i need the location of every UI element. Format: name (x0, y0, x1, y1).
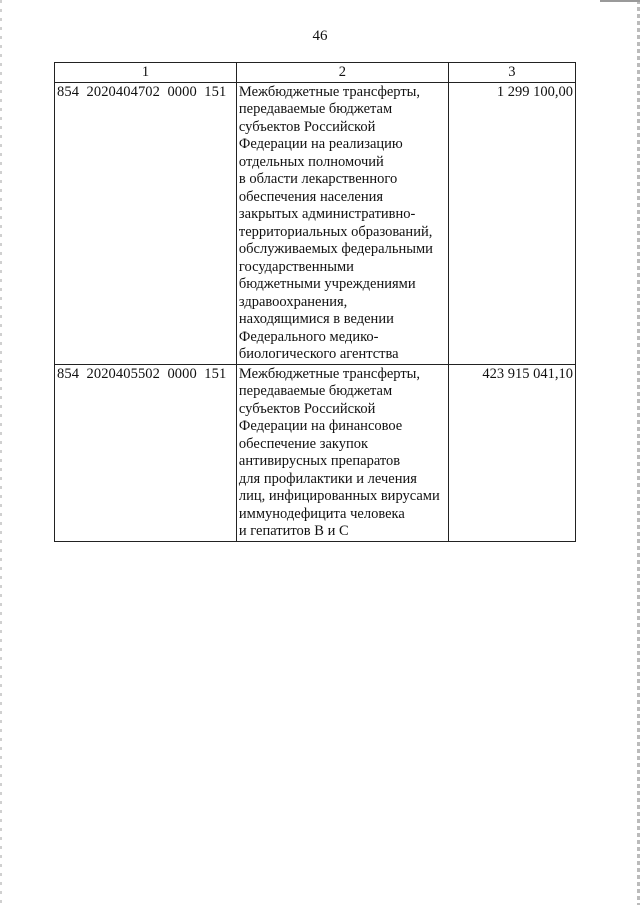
description-line: отдельных полномочий (238, 153, 384, 170)
description-line: лиц, инфицированных вирусами (238, 488, 440, 504)
page-number: 46 (312, 28, 328, 44)
description-line: иммунодефицита человека (238, 505, 405, 522)
description-line: субъектов Российской (238, 118, 376, 135)
description-line: Федерации на финансовое (238, 418, 403, 434)
table-row (55, 364, 576, 541)
amount: 1 299 100,00 (448, 82, 575, 364)
description-line: Федерального медико- (238, 328, 379, 345)
description (236, 364, 448, 541)
description-line: закрытых административно- (238, 206, 416, 222)
budget-code: 854 2020405502 0000 151 (55, 364, 237, 541)
amount: 423 915 041,10 (448, 364, 575, 541)
column-header-1: 1 (55, 63, 237, 83)
table-header-row (55, 63, 576, 83)
scan-edge-left (0, 0, 2, 905)
description (236, 82, 448, 364)
description-line: антивирусных препаратов (238, 453, 401, 469)
scan-corner-mark (600, 0, 640, 16)
description-line: и гепатитов В и С (238, 523, 349, 539)
description-line: обеспечение закупок (238, 435, 369, 452)
description-line: Межбюджетные трансферты, (238, 83, 421, 100)
description-line: для профилактики и лечения (238, 470, 417, 487)
budget-table (54, 62, 576, 542)
description-line: Межбюджетные трансферты, (238, 365, 421, 382)
description-line: территориальных образований, (238, 223, 433, 240)
description-line: передаваемые бюджетам (238, 383, 393, 399)
description-line: в области лекарственного (238, 171, 398, 187)
description-line: Федерации на реализацию (238, 136, 403, 152)
table-row (55, 82, 576, 364)
description-line: обеспечения населения (238, 188, 384, 205)
column-header-3: 3 (448, 63, 575, 83)
description-line: субъектов Российской (238, 400, 376, 417)
description-line: государственными (238, 258, 354, 275)
description-line: бюджетными учреждениями (238, 276, 416, 292)
description-line: передаваемые бюджетам (238, 101, 393, 117)
description-line: биологического агентства (238, 346, 399, 362)
description-line: обслуживаемых федеральными (238, 241, 433, 257)
description-line: находящимися в ведении (238, 311, 394, 327)
budget-code: 854 2020404702 0000 151 (55, 82, 237, 364)
column-header-2: 2 (236, 63, 448, 83)
description-line: здравоохранения, (238, 293, 348, 310)
